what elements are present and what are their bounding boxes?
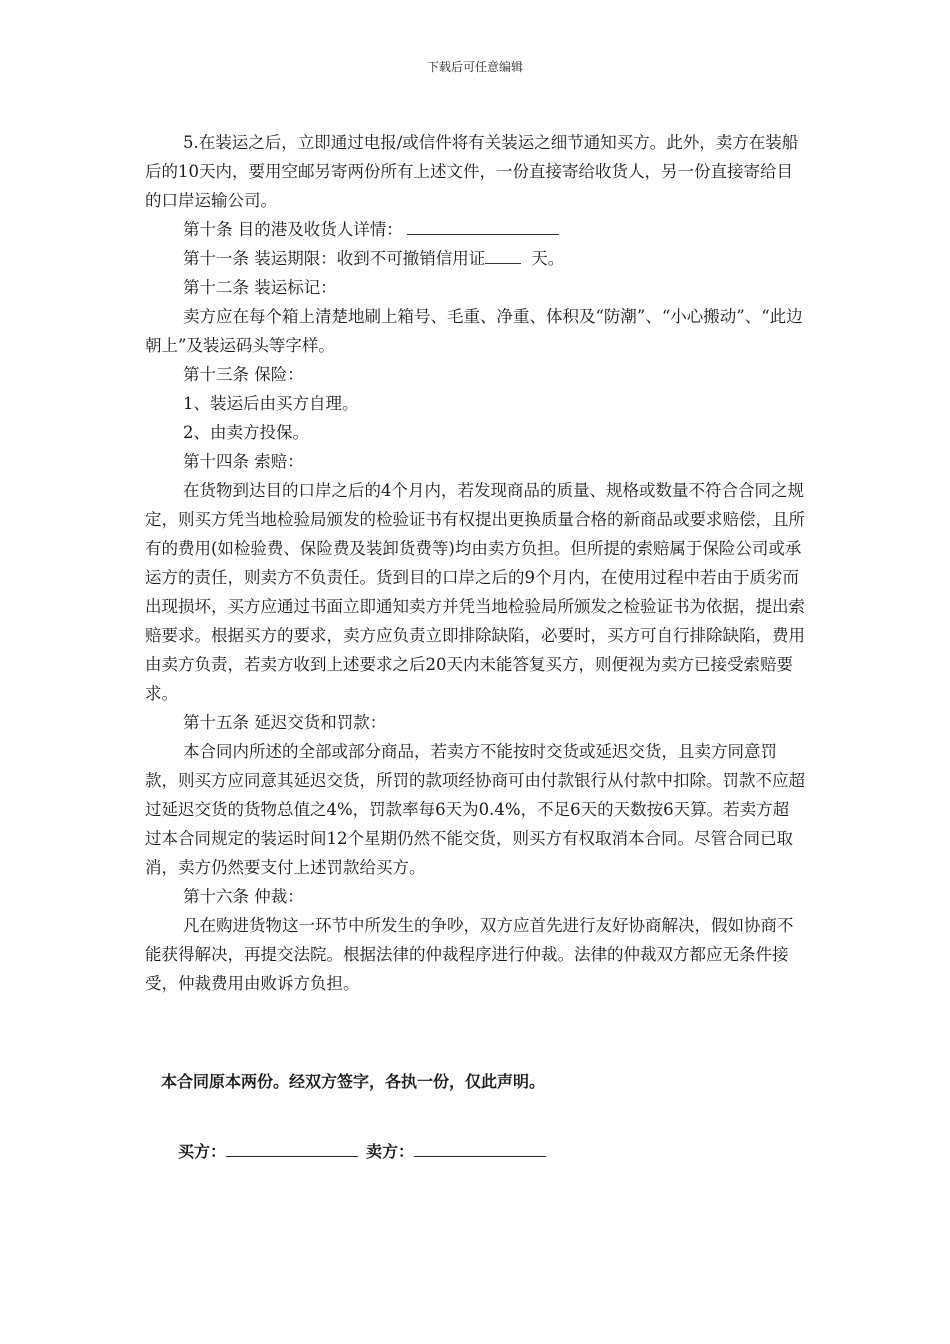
buyer-signature-line	[226, 1136, 358, 1157]
insurance-item-2: 2、由卖方投保。	[183, 423, 309, 442]
paragraph-shipping-notice: 5.在装运之后，立即通过电报/或信件将有关装运之细节通知买方。此外，卖方在装船后的10天内，要用空邮另寄两份所有上述文件，一份直接寄给收货人，另一份直接寄给目的口岸运输公司。	[145, 133, 799, 210]
article-11-text: 第十一条 装运期限：收到不可撤销信用证	[183, 249, 486, 268]
paragraph-arbitration: 凡在购进货物这一环节中所发生的争吵，双方应首先进行友好协商解决，假如协商不能获得解决，再提交法院。根据法律的仲裁程序进行仲裁。法律的仲裁双方都应无条件接受，仲裁费用由败诉方负担。	[145, 916, 794, 993]
buyer-label: 买方：	[178, 1142, 227, 1161]
article-16: 第十六条 仲裁：	[183, 887, 304, 906]
article-11-days: 天。	[531, 249, 565, 268]
seller-label: 卖方：	[366, 1142, 415, 1161]
signature-row	[178, 1136, 554, 1166]
insurance-item-1: 1、装运后由买方自理。	[183, 394, 359, 413]
article-10-text: 第十条 目的港及收货人详情：	[183, 220, 403, 239]
article-12: 第十二条 装运标记：	[183, 278, 337, 297]
article-14: 第十四条 索赔：	[183, 452, 304, 471]
closing-statement: 本合同原本两份。经双方签字，各执一份，仅此声明。	[161, 1072, 546, 1091]
seller-signature-line	[414, 1136, 546, 1157]
article-11	[145, 244, 805, 273]
destination-blank	[407, 216, 559, 235]
paragraph-claims: 在货物到达目的口岸之后的4个月内，若发现商品的质量、规格或数量不符合合同之规定，则买方凭当地检验局颁发的检验证书有权提出更换质量合格的新商品或要求赔偿，且所有的费用(如检验费、保险费及装卸货费等)均由卖方负担。但所提的索赔属于保险公司或承运方的责任，则卖方不负责任。货到目的口岸之后的9个月内，在使用过程中若由于质劣而出现损坏，买方应通过书面立即通知卖方并凭当地检验局所颁发之检验证书为依据，提出索赔要求。根据买方的要求，卖方应负责立即排除缺陷，必要时，买方可自行排除缺陷，费用由卖方负责，若卖方收到上述要求之后20天内未能答复买方，则便视为卖方已接受索赔要求。	[145, 481, 805, 703]
article-13: 第十三条 保险：	[183, 365, 304, 384]
paragraph-penalty: 本合同内所述的全部或部分商品，若卖方不能按时交货或延迟交货，且卖方同意罚款，则买方应同意其延迟交货，所罚的款项经协商可由付款银行从付款中扣除。罚款不应超过延迟交货的货物总值之4%，罚款率每6天为0.4%，不足6天的天数按6天算。若卖方超过本合同规定的装运时间12个星期仍然不能交货，则买方有权取消本合同。尽管合同已取消，卖方仍然要支付上述罚款给买方。	[145, 742, 805, 877]
article-15: 第十五条 延迟交货和罚款：	[183, 713, 387, 732]
paragraph-marks: 卖方应在每个箱上清楚地刷上箱号、毛重、净重、体积及“防潮”、“小心搬动”、“此边朝上”及装运码头等字样。	[145, 307, 803, 355]
days-blank	[485, 245, 521, 264]
contract-body	[145, 128, 805, 998]
article-10	[145, 215, 805, 244]
page-header: 下载后可任意编辑	[426, 60, 523, 74]
